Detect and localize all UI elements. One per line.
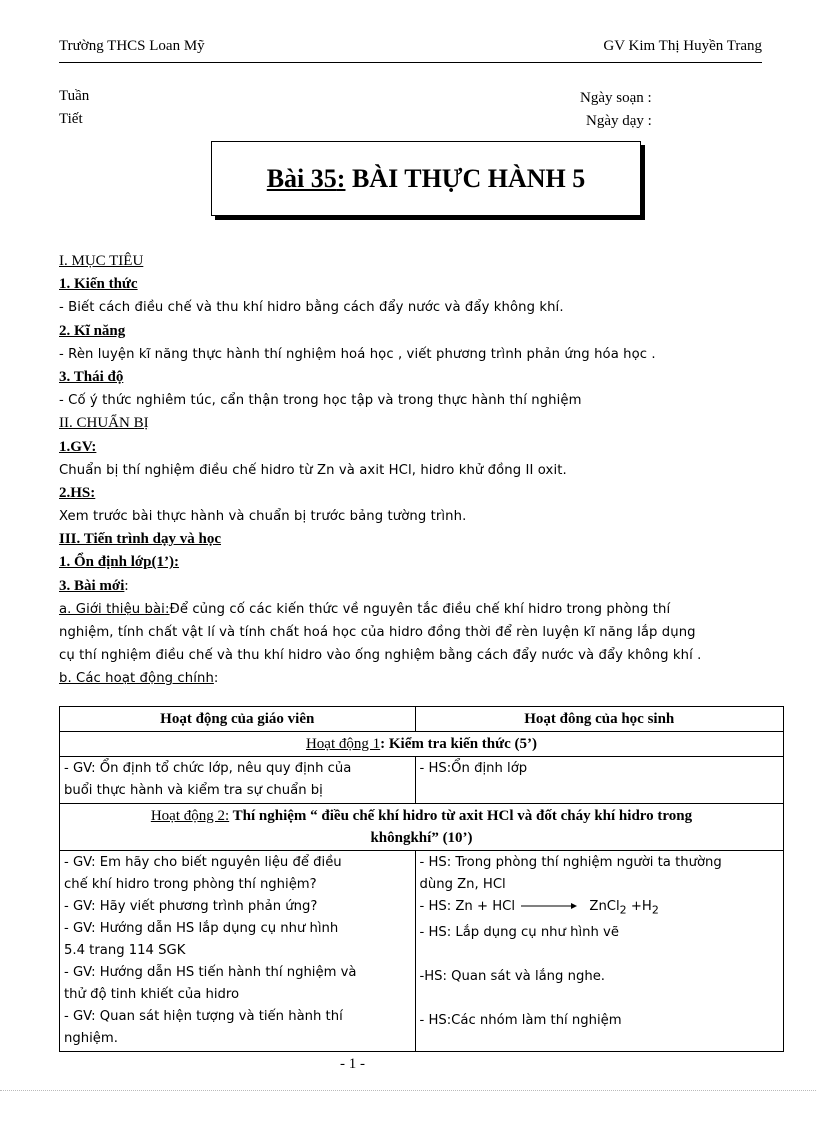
- activity-2-heading-1: Thí nghiệm “ điều chế khí hidro từ axit HCl và đốt cháy khí hidro trong: [229, 808, 693, 824]
- table-header-row: [60, 707, 784, 732]
- lesson-content: [59, 250, 779, 691]
- equation-reactants: - HS: Zn + HCl: [419, 899, 515, 914]
- equation-subscript-cl: 2: [619, 903, 627, 917]
- intro-colon: :: [164, 601, 170, 617]
- activity-1-teacher-line-1: - GV: Ổn định tổ chức lớp, nêu quy định của: [64, 761, 352, 776]
- skills-text: - Rèn luyện kĩ năng thực hành thí nghiệm hoá học , viết phương trình phản ứng hóa học .: [59, 346, 656, 362]
- activity-2-title-line-1: [64, 805, 779, 827]
- lesson-number: Bài 35: [266, 163, 337, 193]
- activity-2-teacher-line: - GV: Hướng dẫn HS tiến hành thí nghiệm và: [64, 965, 357, 980]
- activity-1-student-line: - HS:Ổn định lớp: [419, 761, 528, 776]
- attitude-text: - Cố ý thức nghiêm túc, cẩn thận trong học tập và trong thực hành thí nghiệm: [59, 393, 582, 409]
- subsection-skills: 2. Kĩ năng: [59, 322, 126, 339]
- activity-2-teacher-line: - GV: Hãy viết phương trình phản ứng?: [64, 899, 318, 914]
- lesson-colon: :: [336, 163, 346, 193]
- subsection-new-lesson: [59, 575, 779, 598]
- activity-2-teacher-line: 5.4 trang 114 SGK: [64, 943, 186, 958]
- section-preparation: II. CHUẨN BỊ: [59, 415, 149, 432]
- activities-table: [59, 706, 784, 1052]
- activity-2-heading-2: khôngkhí” (10’): [370, 830, 473, 846]
- spacer: [420, 944, 780, 966]
- subsection-attitude: 3. Thái độ: [59, 368, 124, 385]
- activity-2-teacher-line: - GV: Em hãy cho biết nguyên liệu để điều: [64, 855, 342, 870]
- activity-2-teacher-line: thử độ tinh khiết của hidro: [64, 987, 240, 1002]
- table-row: [60, 757, 784, 804]
- section-procedure: III. Tiến trình dạy và học: [59, 531, 221, 548]
- activity-1-heading: : Kiểm tra kiến thức (5’): [380, 736, 538, 752]
- subsection-student: 2.HS:: [59, 484, 96, 501]
- activity-2-student-cell: [415, 851, 784, 1052]
- week-label: Tuần: [59, 88, 90, 104]
- activity-1-title: [60, 732, 784, 757]
- teacher-prep-text: Chuẩn bị thí nghiệm điều chế hidro từ Zn và axit HCl, hidro khử đồng II oxit.: [59, 462, 567, 478]
- reaction-equation: [420, 896, 780, 922]
- equation-product-zncl: ZnCl: [589, 899, 620, 914]
- subsection-teacher: 1.GV:: [59, 438, 97, 455]
- intro-label: a. Giới thiệu bài: [59, 601, 165, 617]
- page-header: [59, 38, 762, 63]
- period-label: Tiết: [59, 111, 83, 127]
- activity-2-student-line-4: - HS: Lắp dụng cụ như hình vẽ: [419, 924, 619, 940]
- subsection-knowledge: 1. Kiến thức: [59, 276, 138, 293]
- activity-2-student-line-2: dùng Zn, HCl: [419, 877, 506, 892]
- table-row: [60, 851, 784, 1052]
- activity-1-teacher-line-2: buổi thực hành và kiểm tra sự chuẩn bị: [64, 783, 323, 798]
- activity-2-student-line-6: - HS:Các nhóm làm thí nghiệm: [419, 1012, 622, 1028]
- activity-2-student-line-5: -HS: Quan sát và lắng nghe.: [419, 968, 606, 984]
- reaction-arrow-icon: [519, 901, 577, 911]
- activity-2-student-line-1: - HS: Trong phòng thí nghiệm người ta thường: [419, 855, 722, 870]
- activity-1-student-cell: [415, 757, 784, 804]
- col-header-teacher: Hoạt động của giáo viên: [60, 707, 416, 732]
- col-header-student: Hoạt đông của học sinh: [415, 707, 784, 732]
- section-objectives: I. MỤC TIÊU: [59, 253, 144, 269]
- activity-1-title-row: [60, 732, 784, 757]
- activity-2-teacher-line: nghiệm.: [64, 1031, 118, 1046]
- knowledge-text: - Biết cách điều chế và thu khí hidro bằng cách đẩy nước và đẩy không khí.: [59, 300, 564, 316]
- activities-label: b. Các hoạt động chính: [59, 671, 214, 687]
- activities-heading: [59, 667, 779, 690]
- intro-line-3: cụ thí nghiệm điều chế và thu khí hidro vào ống nghiệm bằng cách đẩy nước và đẩy không khí .: [59, 648, 702, 664]
- teach-date-label: Ngày dạy :: [586, 113, 652, 129]
- activity-2-label: Hoạt động 2:: [150, 808, 230, 824]
- equation-product-h: +H: [626, 899, 652, 914]
- student-prep-text: Xem trước bài thực hành và chuẩn bị trước bảng tường trình.: [59, 509, 467, 525]
- activities-colon: :: [213, 671, 219, 687]
- activity-2-teacher-line: chế khí hidro trong phòng thí nghiệm?: [64, 877, 317, 892]
- teacher-name: GV Kim Thị Huyền Trang: [603, 38, 762, 54]
- activity-1-label: Hoạt động 1: [305, 736, 381, 752]
- intro-text-1: Để củng cố các kiến thức về nguyên tắc điều chế khí hidro trong phòng thí: [169, 601, 671, 617]
- activity-2-teacher-cell: [60, 851, 416, 1052]
- lesson-name: BÀI THỰC HÀNH 5: [345, 163, 586, 193]
- new-lesson-label: 3. Bài mới: [59, 577, 125, 594]
- subsection-class-stabilize: 1. Ổn định lớp(1’):: [59, 554, 179, 571]
- school-name: Trường THCS Loan Mỹ: [59, 38, 205, 54]
- page-number: - 1 -: [340, 1056, 365, 1072]
- activity-2-teacher-line: - GV: Quan sát hiện tượng và tiến hành thí: [64, 1009, 343, 1024]
- activity-2-title-row: [60, 804, 784, 851]
- lesson-title: [267, 164, 586, 194]
- prep-date-label: Ngày soạn :: [580, 90, 652, 106]
- spacer: [420, 988, 780, 1010]
- lesson-title-box: [211, 141, 641, 216]
- intro-line-1: [59, 598, 779, 621]
- activity-2-title: [60, 804, 784, 851]
- intro-line-2: nghiệm, tính chất vật lí và tính chất hoá học của hidro đồng thời để rèn luyện kĩ năng lắp dụng: [59, 625, 696, 640]
- activity-1-teacher-cell: [60, 757, 416, 804]
- page-bottom-divider: [0, 1090, 816, 1091]
- new-lesson-colon: :: [124, 577, 129, 594]
- equation-subscript-h: 2: [651, 903, 659, 917]
- activity-2-teacher-line: - GV: Hướng dẫn HS lắp dụng cụ như hình: [64, 921, 339, 936]
